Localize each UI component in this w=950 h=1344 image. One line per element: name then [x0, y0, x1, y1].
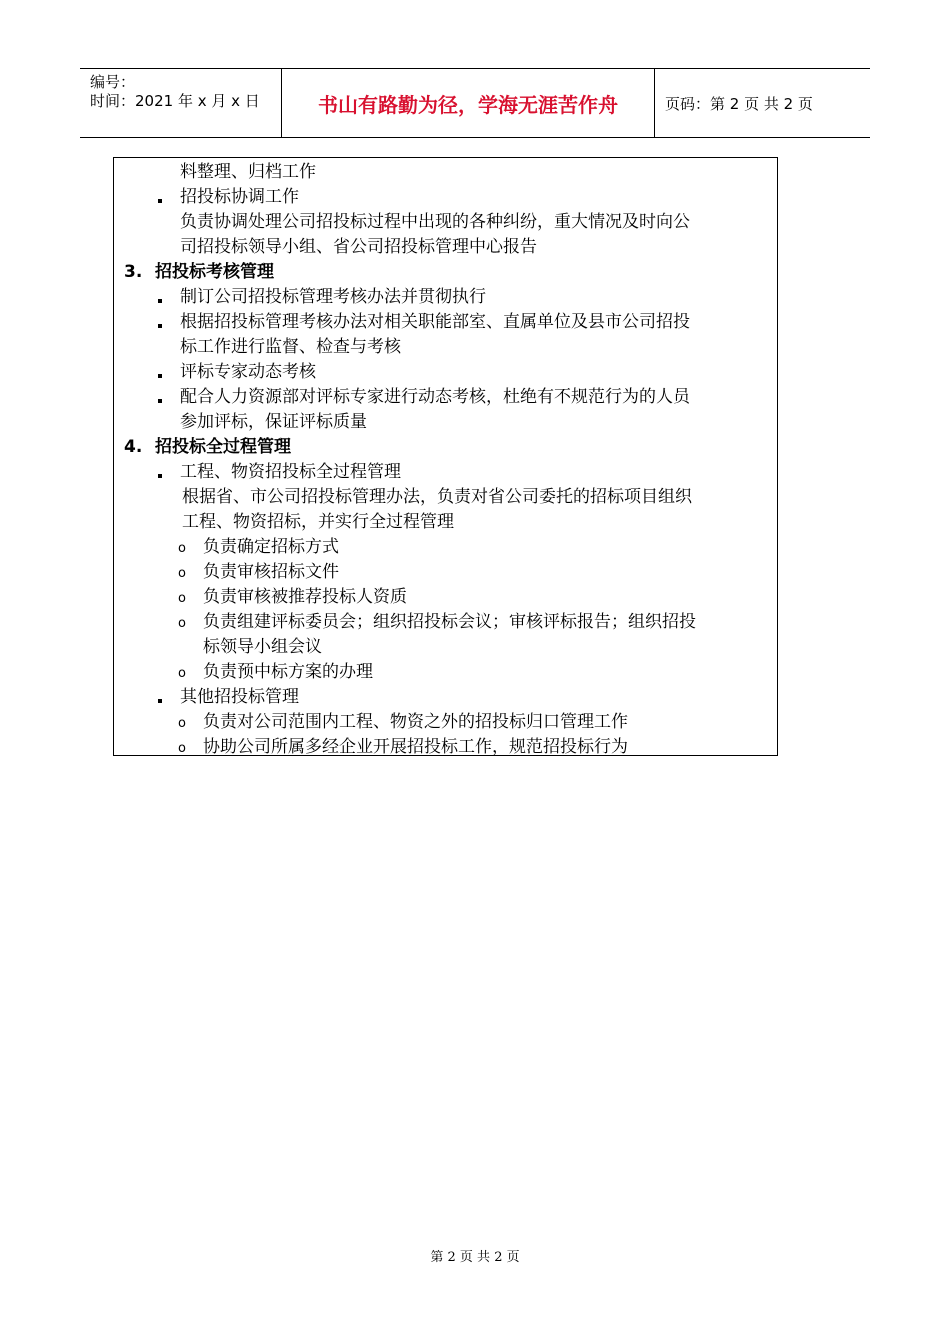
list-item: 负责预中标方案的办理	[203, 662, 373, 682]
list-item: 负责对公司范围内工程、物资之外的招投标归口管理工作	[203, 712, 628, 732]
square-bullet-icon	[158, 324, 162, 328]
circle-bullet-icon: o	[178, 716, 186, 731]
square-bullet-icon	[158, 299, 162, 303]
header-info	[80, 69, 282, 137]
list-item: 负责确定招标方式	[203, 537, 339, 557]
square-bullet-icon	[158, 399, 162, 403]
header-page-label: 页码：第 2 页 共 2 页	[665, 94, 813, 113]
list-item: 协助公司所属多经企业开展招投标工作，规范招投标行为	[203, 737, 628, 757]
square-bullet-icon	[158, 199, 162, 203]
section-number: 3.	[124, 262, 143, 282]
list-item: 负责审核被推荐投标人资质	[203, 587, 407, 607]
square-bullet-icon	[158, 474, 162, 478]
section-number: 4.	[124, 437, 143, 457]
circle-bullet-icon: o	[178, 616, 186, 631]
circle-bullet-icon: o	[178, 591, 186, 606]
text-line: 负责协调处理公司招投标过程中出现的各种纠纷，重大情况及时向公	[180, 212, 690, 232]
section-title: 招投标考核管理	[155, 262, 274, 282]
list-item: 工程、物资招投标全过程管理	[180, 462, 401, 482]
text-line: 参加评标，保证评标质量	[180, 412, 367, 432]
header-motto: 书山有路勤为径，学海无涯苦作舟	[282, 69, 655, 137]
list-item: 招投标协调工作	[180, 187, 299, 207]
text-line: 司招投标领导小组、省公司招投标管理中心报告	[180, 237, 537, 257]
list-item: 负责组建评标委员会；组织招投标会议；审核评标报告；组织招投	[203, 612, 696, 632]
list-item: 负责审核招标文件	[203, 562, 339, 582]
number-label: 编号：	[90, 73, 136, 91]
text-line: 工程、物资招标，并实行全过程管理	[182, 512, 454, 532]
list-item: 配合人力资源部对评标专家进行动态考核，杜绝有不规范行为的人员	[180, 387, 690, 407]
content-box	[113, 157, 778, 756]
list-item: 其他招投标管理	[180, 687, 299, 707]
section-title: 招投标全过程管理	[155, 437, 291, 457]
circle-bullet-icon: o	[178, 566, 186, 581]
square-bullet-icon	[158, 699, 162, 703]
text-line: 料整理、归档工作	[180, 162, 316, 182]
text-line: 标领导小组会议	[203, 637, 322, 657]
page-header	[80, 68, 870, 138]
circle-bullet-icon: o	[178, 666, 186, 681]
time-label: 时间：2021 年 x 月 x 日	[90, 92, 260, 110]
page-footer: 第 2 页 共 2 页	[430, 1250, 520, 1265]
list-item: 制订公司招投标管理考核办法并贯彻执行	[180, 287, 486, 307]
text-line: 标工作进行监督、检查与考核	[180, 337, 401, 357]
text-line: 根据省、市公司招投标管理办法，负责对省公司委托的招标项目组织	[182, 487, 692, 507]
square-bullet-icon	[158, 374, 162, 378]
circle-bullet-icon: o	[178, 741, 186, 756]
list-item: 评标专家动态考核	[180, 362, 316, 382]
circle-bullet-icon: o	[178, 541, 186, 556]
list-item: 根据招投标管理考核办法对相关职能部室、直属单位及县市公司招投	[180, 312, 690, 332]
